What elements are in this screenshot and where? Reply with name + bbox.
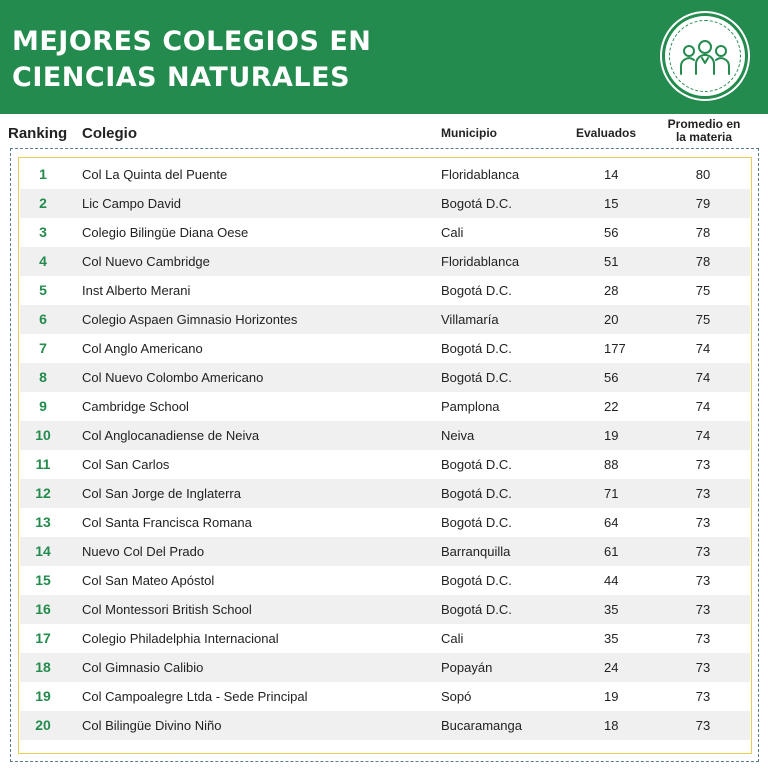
municipio-cell: Bogotá D.C. [441,196,512,211]
promedio-cell: 78 [695,254,711,269]
rank-cell: 4 [39,253,47,269]
title-line-2: CIENCIAS NATURALES [12,62,351,93]
table-row [20,305,750,334]
table-row [20,711,750,740]
municipio-cell: Bogotá D.C. [441,573,512,588]
promedio-cell: 73 [695,660,711,675]
rank-cell: 19 [35,688,51,704]
evaluados-cell: 51 [604,254,619,269]
municipio-cell: Sopó [441,689,472,704]
table-row [20,160,750,189]
colegio-cell: Col Nuevo Cambridge [82,254,210,269]
table-row [20,276,750,305]
rank-cell: 16 [35,601,51,617]
colegio-cell: Col Anglo Americano [82,341,203,356]
header-banner [0,0,768,114]
rank-cell: 3 [39,224,47,240]
colegio-cell: Col San Jorge de Inglaterra [82,486,241,501]
evaluados-cell: 18 [604,718,619,733]
municipio-cell: Barranquilla [441,544,511,559]
table-row [20,392,750,421]
municipio-cell: Bogotá D.C. [441,515,512,530]
evaluados-cell: 19 [604,428,619,443]
municipio-cell: Popayán [441,660,493,675]
municipio-cell: Floridablanca [441,167,520,182]
colegio-cell: Col La Quinta del Puente [82,167,228,182]
evaluados-cell: 56 [604,225,619,240]
promedio-cell: 73 [695,486,711,501]
rank-cell: 11 [35,456,51,472]
promedio-cell: 74 [695,341,711,356]
evaluados-cell: 177 [604,341,626,356]
municipio-cell: Bogotá D.C. [441,341,512,356]
promedio-cell: 75 [695,312,711,327]
municipio-cell: Pamplona [441,399,500,414]
colegio-cell: Cambridge School [82,399,189,414]
evaluados-cell: 14 [604,167,619,182]
evaluados-cell: 64 [604,515,619,530]
rank-cell: 1 [39,166,47,182]
evaluados-cell: 35 [604,602,619,617]
table-row [20,508,750,537]
evaluados-cell: 19 [604,689,619,704]
municipio-cell: Bogotá D.C. [441,457,512,472]
promedio-cell: 73 [695,573,711,588]
table-row [20,218,750,247]
column-header-colegio: Colegio [82,124,137,142]
table-row [20,334,750,363]
colegio-cell: Colegio Aspaen Gimnasio Horizontes [82,312,298,327]
colegio-cell: Col Nuevo Colombo Americano [82,370,264,385]
promedio-header-line-2: la materia [675,130,733,144]
rank-cell: 18 [35,659,51,675]
promedio-cell: 75 [695,283,711,298]
title-line-1: MEJORES COLEGIOS EN [12,26,372,57]
promedio-cell: 74 [695,399,711,414]
colegio-cell: Nuevo Col Del Prado [82,544,205,559]
rank-cell: 9 [39,398,47,414]
table-row [20,566,750,595]
table-row [20,450,750,479]
evaluados-cell: 88 [604,457,619,472]
table-row [20,363,750,392]
promedio-cell: 73 [695,457,711,472]
promedio-cell: 80 [695,167,711,182]
table-row [20,624,750,653]
column-header-ranking: Ranking [8,124,68,142]
promedio-cell: 74 [695,370,711,385]
colegio-cell: Col Bilingüe Divino Niño [82,718,222,733]
evaluados-cell: 61 [604,544,619,559]
evaluados-cell: 22 [604,399,619,414]
promedio-cell: 73 [695,718,711,733]
colegio-cell: Col Gimnasio Calibio [82,660,204,675]
group-of-people-icon [678,38,732,78]
colegio-cell: Lic Campo David [82,196,181,211]
colegio-cell: Col Anglocanadiense de Neiva [82,428,260,443]
evaluados-cell: 15 [604,196,619,211]
group-badge [662,13,748,99]
colegio-cell: Col San Carlos [82,457,170,472]
rank-cell: 10 [35,427,51,443]
municipio-cell: Bogotá D.C. [441,486,512,501]
evaluados-cell: 71 [604,486,619,501]
evaluados-cell: 35 [604,631,619,646]
rank-cell: 17 [35,630,51,646]
evaluados-cell: 56 [604,370,619,385]
colegio-cell: Col San Mateo Apóstol [82,573,215,588]
promedio-cell: 73 [695,602,711,617]
table-row [20,479,750,508]
evaluados-cell: 20 [604,312,619,327]
promedio-cell: 73 [695,515,711,530]
colegio-cell: Colegio Philadelphia Internacional [82,631,279,646]
municipio-cell: Floridablanca [441,254,520,269]
table-row [20,247,750,276]
municipio-cell: Bogotá D.C. [441,283,512,298]
municipio-cell: Cali [441,225,464,240]
rank-cell: 7 [39,340,47,356]
rank-cell: 12 [35,485,51,501]
page-title [12,24,371,96]
rank-cell: 5 [39,282,47,298]
promedio-cell: 73 [695,544,711,559]
table-row [20,682,750,711]
promedio-cell: 73 [695,689,711,704]
rank-cell: 2 [39,195,47,211]
municipio-cell: Bogotá D.C. [441,370,512,385]
evaluados-cell: 28 [604,283,619,298]
evaluados-cell: 44 [604,573,619,588]
table-row [20,653,750,682]
column-header-evaluados: Evaluados [576,126,637,140]
municipio-cell: Bucaramanga [441,718,522,733]
promedio-cell: 78 [695,225,711,240]
colegio-cell: Col Montessori British School [82,602,252,617]
municipio-cell: Neiva [441,428,475,443]
column-header-promedio [660,116,748,146]
colegio-cell: Col Campoalegre Ltda - Sede Principal [82,689,308,704]
rank-cell: 20 [35,717,51,733]
table-row [20,189,750,218]
promedio-cell: 79 [695,196,711,211]
rank-cell: 14 [35,543,51,559]
municipio-cell: Bogotá D.C. [441,602,512,617]
municipio-cell: Villamaría [441,312,499,327]
colegio-cell: Col Santa Francisca Romana [82,515,252,530]
colegio-cell: Inst Alberto Merani [82,283,191,298]
table-row [20,421,750,450]
ranking-table-body [20,160,750,740]
rank-cell: 6 [39,311,47,327]
table-row [20,537,750,566]
colegio-cell: Colegio Bilingüe Diana Oese [82,225,249,240]
municipio-cell: Cali [441,631,464,646]
promedio-header-line-1: Promedio en [667,117,741,131]
rank-cell: 8 [39,369,47,385]
column-header-municipio: Municipio [441,126,497,140]
promedio-cell: 73 [695,631,711,646]
table-row [20,595,750,624]
evaluados-cell: 24 [604,660,619,675]
rank-cell: 15 [35,572,51,588]
rank-cell: 13 [35,514,51,530]
promedio-cell: 74 [695,428,711,443]
